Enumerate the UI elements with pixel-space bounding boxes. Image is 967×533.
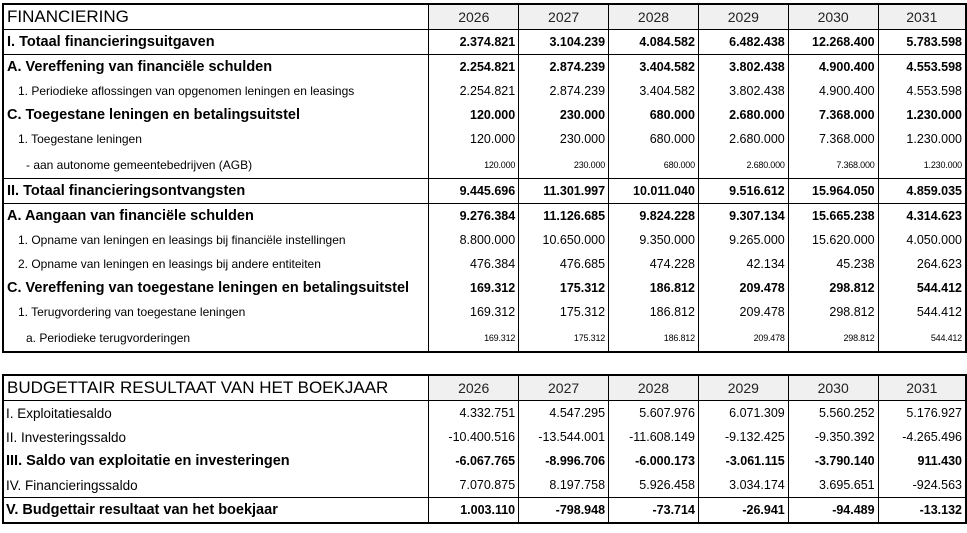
row-label: 1. Opname van leningen en leasings bij financiële instellingen [3, 228, 429, 252]
cell-value: 264.623 [878, 252, 966, 276]
cell-value: 169.312 [429, 276, 519, 300]
cell-value: 544.412 [878, 300, 966, 324]
cell-value: -8.996.706 [519, 449, 609, 473]
cell-value: 169.312 [429, 324, 519, 352]
cell-value: 3.802.438 [698, 79, 788, 103]
cell-value: 9.307.134 [698, 204, 788, 229]
cell-value: 3.695.651 [788, 473, 878, 498]
cell-value: 8.800.000 [429, 228, 519, 252]
cell-value: 3.404.582 [609, 55, 699, 80]
budgettair-resultaat-table [2, 374, 967, 524]
table-row [3, 498, 966, 524]
budgettair-title: BUDGETTAIR RESULTAAT VAN HET BOEKJAAR [3, 375, 429, 401]
row-label: IV. Financieringssaldo [3, 473, 429, 498]
cell-value: 2.680.000 [698, 103, 788, 127]
cell-value: 2.874.239 [519, 79, 609, 103]
cell-value: -924.563 [878, 473, 966, 498]
year-header: 2028 [609, 4, 699, 30]
cell-value: 3.802.438 [698, 55, 788, 80]
year-header: 2031 [878, 375, 966, 401]
cell-value: -94.489 [788, 498, 878, 524]
cell-value: 169.312 [429, 300, 519, 324]
row-label: II. Investeringssaldo [3, 425, 429, 449]
table-row [3, 228, 966, 252]
cell-value: 4.332.751 [429, 401, 519, 426]
cell-value: 45.238 [788, 252, 878, 276]
table-row [3, 55, 966, 80]
year-header: 2029 [698, 375, 788, 401]
cell-value: 3.104.239 [519, 30, 609, 55]
financiering-title: FINANCIERING [3, 4, 429, 30]
cell-value: 5.926.458 [609, 473, 699, 498]
cell-value: 209.478 [698, 324, 788, 352]
cell-value: 186.812 [609, 324, 699, 352]
cell-value: 298.812 [788, 276, 878, 300]
cell-value: 544.412 [878, 324, 966, 352]
table-row [3, 79, 966, 103]
cell-value: 5.560.252 [788, 401, 878, 426]
cell-value: 230.000 [519, 127, 609, 151]
cell-value: 2.254.821 [429, 79, 519, 103]
cell-value: 15.665.238 [788, 204, 878, 229]
row-label: V. Budgettair resultaat van het boekjaar [3, 498, 429, 524]
cell-value: 9.350.000 [609, 228, 699, 252]
table-row [3, 425, 966, 449]
table-row [3, 103, 966, 127]
cell-value: 544.412 [878, 276, 966, 300]
cell-value: 4.553.598 [878, 79, 966, 103]
cell-value: 186.812 [609, 276, 699, 300]
year-header: 2029 [698, 4, 788, 30]
cell-value: 680.000 [609, 103, 699, 127]
row-label: 1. Terugvordering van toegestane leningen [3, 300, 429, 324]
year-header: 2026 [429, 375, 519, 401]
cell-value: -73.714 [609, 498, 699, 524]
row-label: a. Periodieke terugvorderingen [3, 324, 429, 352]
cell-value: 4.547.295 [519, 401, 609, 426]
financiering-header-row [3, 4, 966, 30]
cell-value: 7.368.000 [788, 103, 878, 127]
cell-value: 6.071.309 [698, 401, 788, 426]
cell-value: 9.265.000 [698, 228, 788, 252]
cell-value: -13.132 [878, 498, 966, 524]
cell-value: 1.230.000 [878, 151, 966, 179]
cell-value: 298.812 [788, 300, 878, 324]
cell-value: 2.874.239 [519, 55, 609, 80]
cell-value: 2.254.821 [429, 55, 519, 80]
row-label: 1. Toegestane leningen [3, 127, 429, 151]
cell-value: -798.948 [519, 498, 609, 524]
cell-value: 476.384 [429, 252, 519, 276]
table-row [3, 324, 966, 352]
cell-value: -6.067.765 [429, 449, 519, 473]
table-row [3, 300, 966, 324]
table-row [3, 179, 966, 204]
table-row [3, 204, 966, 229]
row-label: II. Totaal financieringsontvangsten [3, 179, 429, 204]
cell-value: 7.368.000 [788, 151, 878, 179]
table-row [3, 449, 966, 473]
cell-value: 11.301.997 [519, 179, 609, 204]
row-label: - aan autonome gemeentebedrijven (AGB) [3, 151, 429, 179]
table-row [3, 151, 966, 179]
cell-value: -9.132.425 [698, 425, 788, 449]
financiering-table [2, 3, 967, 353]
cell-value: 2.680.000 [698, 127, 788, 151]
cell-value: -11.608.149 [609, 425, 699, 449]
year-header: 2026 [429, 4, 519, 30]
cell-value: 5.607.976 [609, 401, 699, 426]
row-label: I. Exploitatiesaldo [3, 401, 429, 426]
row-label: A. Vereffening van financiële schulden [3, 55, 429, 80]
table-row [3, 401, 966, 426]
cell-value: 4.900.400 [788, 55, 878, 80]
table-row [3, 30, 966, 55]
cell-value: 42.134 [698, 252, 788, 276]
table-row [3, 473, 966, 498]
cell-value: -13.544.001 [519, 425, 609, 449]
cell-value: 474.228 [609, 252, 699, 276]
table-row [3, 276, 966, 300]
row-label: C. Vereffening van toegestane leningen en betalingsuitstel [3, 276, 429, 300]
year-header: 2027 [519, 375, 609, 401]
cell-value: 4.050.000 [878, 228, 966, 252]
cell-value: 4.553.598 [878, 55, 966, 80]
cell-value: 7.070.875 [429, 473, 519, 498]
cell-value: 9.445.696 [429, 179, 519, 204]
cell-value: 1.003.110 [429, 498, 519, 524]
cell-value: 120.000 [429, 103, 519, 127]
cell-value: 175.312 [519, 276, 609, 300]
cell-value: -9.350.392 [788, 425, 878, 449]
cell-value: 209.478 [698, 300, 788, 324]
cell-value: 3.034.174 [698, 473, 788, 498]
row-label: III. Saldo van exploitatie en investeringen [3, 449, 429, 473]
cell-value: 9.276.384 [429, 204, 519, 229]
cell-value: 186.812 [609, 300, 699, 324]
cell-value: -10.400.516 [429, 425, 519, 449]
year-header: 2027 [519, 4, 609, 30]
cell-value: 476.685 [519, 252, 609, 276]
year-header: 2030 [788, 375, 878, 401]
cell-value: 120.000 [429, 151, 519, 179]
cell-value: -3.061.115 [698, 449, 788, 473]
cell-value: 5.783.598 [878, 30, 966, 55]
year-header: 2028 [609, 375, 699, 401]
cell-value: 5.176.927 [878, 401, 966, 426]
row-label: C. Toegestane leningen en betalingsuitstel [3, 103, 429, 127]
cell-value: 10.011.040 [609, 179, 699, 204]
cell-value: -26.941 [698, 498, 788, 524]
cell-value: 12.268.400 [788, 30, 878, 55]
cell-value: 230.000 [519, 151, 609, 179]
cell-value: 120.000 [429, 127, 519, 151]
cell-value: -4.265.496 [878, 425, 966, 449]
table-row [3, 252, 966, 276]
cell-value: 298.812 [788, 324, 878, 352]
cell-value: 1.230.000 [878, 127, 966, 151]
cell-value: 10.650.000 [519, 228, 609, 252]
cell-value: 4.084.582 [609, 30, 699, 55]
cell-value: 1.230.000 [878, 103, 966, 127]
cell-value: 175.312 [519, 324, 609, 352]
row-label: A. Aangaan van financiële schulden [3, 204, 429, 229]
cell-value: 175.312 [519, 300, 609, 324]
cell-value: 680.000 [609, 127, 699, 151]
cell-value: 209.478 [698, 276, 788, 300]
cell-value: 15.620.000 [788, 228, 878, 252]
budgettair-header-row [3, 375, 966, 401]
cell-value: 4.314.623 [878, 204, 966, 229]
row-label: I. Totaal financieringsuitgaven [3, 30, 429, 55]
cell-value: 9.824.228 [609, 204, 699, 229]
year-header: 2030 [788, 4, 878, 30]
row-label: 2. Opname van leningen en leasings bij andere entiteiten [3, 252, 429, 276]
cell-value: 230.000 [519, 103, 609, 127]
cell-value: 11.126.685 [519, 204, 609, 229]
cell-value: 7.368.000 [788, 127, 878, 151]
year-header: 2031 [878, 4, 966, 30]
cell-value: 15.964.050 [788, 179, 878, 204]
cell-value: 2.680.000 [698, 151, 788, 179]
cell-value: 4.859.035 [878, 179, 966, 204]
cell-value: 8.197.758 [519, 473, 609, 498]
cell-value: -3.790.140 [788, 449, 878, 473]
cell-value: 3.404.582 [609, 79, 699, 103]
cell-value: -6.000.173 [609, 449, 699, 473]
cell-value: 9.516.612 [698, 179, 788, 204]
cell-value: 680.000 [609, 151, 699, 179]
cell-value: 6.482.438 [698, 30, 788, 55]
row-label: 1. Periodieke aflossingen van opgenomen leningen en leasings [3, 79, 429, 103]
cell-value: 2.374.821 [429, 30, 519, 55]
cell-value: 911.430 [878, 449, 966, 473]
cell-value: 4.900.400 [788, 79, 878, 103]
table-row [3, 127, 966, 151]
